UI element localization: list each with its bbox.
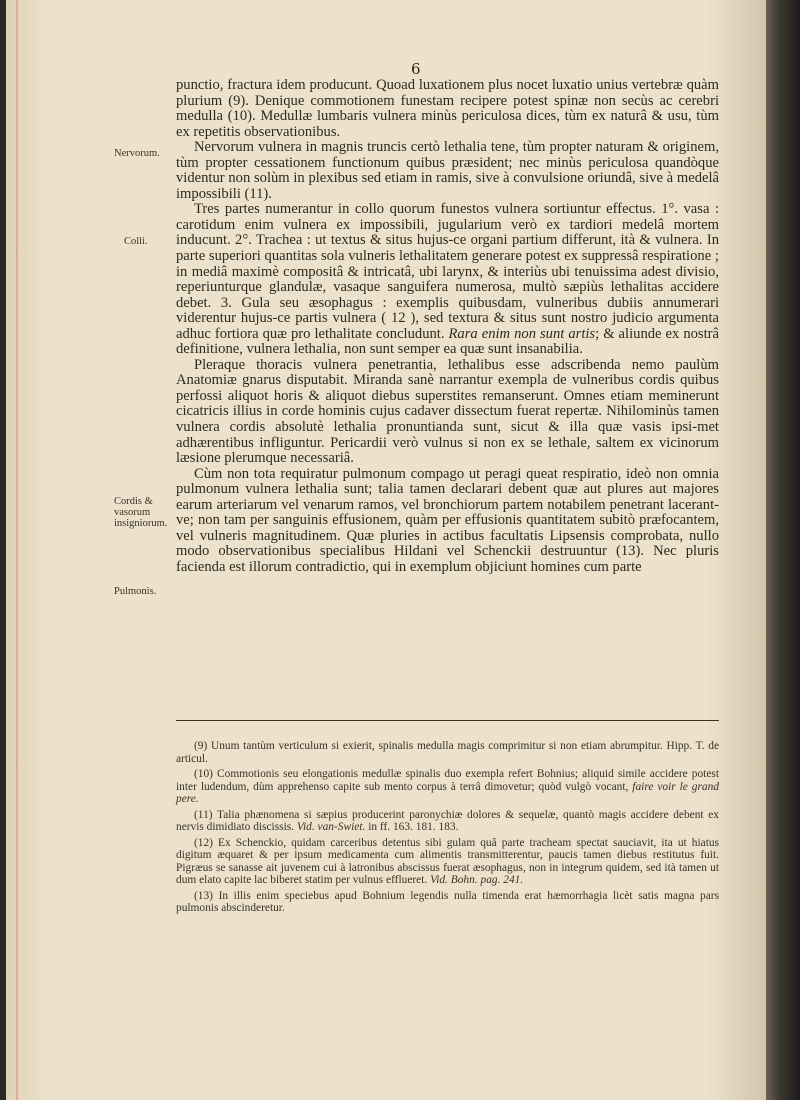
margin-note-colli: Colli. <box>124 236 148 247</box>
main-text <box>176 78 719 576</box>
footnote-9: (9) Unum tantùm verticulum si exierit, spinalis medulla magis comprimitur si non etiam abrumpitur. Hipp. T. de articul. <box>176 740 719 765</box>
paragraph-neck <box>176 202 719 357</box>
margin-red-line <box>16 0 18 1100</box>
footnote-10-text: (10) Commotionis seu elongationis medullæ spinalis duo exempla refert Bohnius; aliquid simile accidere potest inter ludendum, dùm apprehenso capite sub mento corpus à terrâ dimovetur; quòd vulgò vocant, <box>176 768 719 793</box>
footnote-11 <box>176 809 719 834</box>
footnotes <box>176 740 719 918</box>
footnote-10-italic: faire voir le grand pere. <box>176 780 719 805</box>
margin-note-nervorum: Nervorum. <box>114 148 160 159</box>
paragraph-neck-end: ; & aliunde ex nostrâ definitione, vulnera lethalia, non sunt semper ea quæ sunt insanabilia. <box>176 325 719 358</box>
footnote-12-text: (12) Ex Schenckio, quidam carceribus detentus sibi gulam quâ parte tracheam spectat sauciavit, ita ut hiatus digitum æquaret & per ipsum medicamenta cum alimentis transmitterentur, paucis tamen diebus restitutus fuit. Pigræus se sanasse ait juvenem cui à latronibus abscissus fuerat æsophagus, non in integrum quidem, sed ità tamen ut dum elato capite lac biberet statim per vulnus efflueret. <box>176 836 719 886</box>
book-spine <box>766 0 800 1100</box>
paragraph-neck-italic: Rara enim non sunt artis <box>448 325 596 342</box>
footnote-12-italic: Vid. Bohn. pag. 241. <box>430 874 524 886</box>
footnote-11-italic: Vid. van-Swiet. <box>296 821 366 833</box>
margin-note-cordis: Cordis & vasorum insigniorum. <box>114 496 168 529</box>
footnote-13: (13) In illis enim speciebus apud Bohnium legendis nulla timenda erat hæmorrhagia licèt satis magna pars pulmonis abscinderetur. <box>176 889 719 914</box>
footnote-11-text: (11) Talia phænomena si sæpius producerint paronychiæ dolores & sequelæ, quantò magis accidere debent ex nervis dimidiato discissis. <box>176 808 719 833</box>
footnote-divider <box>176 720 719 721</box>
paragraph-neck-text: Tres partes numerantur in collo quorum funestos vulnera sortiuntur effectus. 1°. vasa : carotidum enim vulnera ex impossibili, jugularium verò ex tardiori medelâ mortem inducunt. 2°. Trachea : ut textus & situs hujus-ce organi partium differunt, ità & vulnera. In parte superiori quantitas sola vulneris lethalitatem generare potest ex suppressâ respiratione ; in mediâ maximè compositâ & intricatâ, ubi larynx, & interiùs ubi tenuissima adest divisio, reperiunturque glandulæ, vasaque sanguifera numerosa, multò sæpiùs lethalitas accidere debet. 3. Gula seu æsophagus : exemplis quibusdam, vulneribus dubiis annumerari viderentur hujus-ce partis vulnera ( 12 ), sed textura & situs sunt nostro judicio argumenta adhuc fortiora quæ pro lethalitate concludunt. <box>176 201 719 342</box>
page-number: 6 <box>411 60 421 78</box>
paragraph-thorax: Pleraque thoracis vulnera penetrantia, lethalibus esse adscribenda nemo paulùm Anatomiæ gnarus disputabit. Miranda sanè narrantur exempla de vulneribus cordis quibus perfossi aliquot horis & aliquot diebus superstites remanserunt. Omnes etiam meminerunt cicatricis illius in corde hominis cujus cadaver dissectum fuerat repertæ. Nihilominùs tamen vulnera cordis absolutè lethalia pronuntianda sunt, sicut & illa quæ vasis ipsi-met adhærentibus infliguntur. Pericardii verò vulnus si non ex se lethale, saltem ex vicinorum læsione plerumque necessariâ. <box>176 356 719 467</box>
document-page <box>6 0 766 1100</box>
margin-note-pulmonis: Pulmonis. <box>114 586 157 597</box>
footnote-12 <box>176 837 719 887</box>
paragraph-nerves: Nervorum vulnera in magnis truncis certò lethalia tene, tùm propter naturam & originem, tùm propter cessationem functionum quibus præsident; nec minùs periculosa quandòque videntur non solùm in plexibus sed etiam in ramis, sive à convulsione oriundâ, sive à medelâ impossibili (11). <box>176 139 719 202</box>
paragraph-spine: punctio, fractura idem producunt. Quoad luxationem plus nocet luxatio unius vertebræ quàm plurium (9). Denique commotionem funestam recipere potest spinæ non secùs ac cerebri medulla (10). Medullæ lumbaris vulnera minùs periculosa dices, tùm ex naturâ & usu, tùm ex repetitis observationibus. <box>176 77 719 140</box>
footnote-10 <box>176 768 719 806</box>
footnote-11-end: in ff. 163. 181. 183. <box>368 821 459 833</box>
paragraph-lungs: Cùm non tota requiratur pulmonum compago ut peragi queat respiratio, ideò non omnia pulmonum vulnera lethalia sunt; talia tamen declarari debent quæ aut plures aut majores earum arteriarum vel venarum ramos, vel bronchiorum partem notabilem penetrant lacerant-ve; non tam per sanguinis effusionem, quàm per effusionis quantitatem subitò præfocantem, vel vulneris magnitudinem. Quæ pluries in actibus facultatis Lipsensis comprobata, nullo modo observationibus specialibus Hildani vel Schenckii destruuntur (13). Nec pluris facienda est illorum contradictio, qui in exemplum objiciunt homines cum parte <box>176 465 719 575</box>
